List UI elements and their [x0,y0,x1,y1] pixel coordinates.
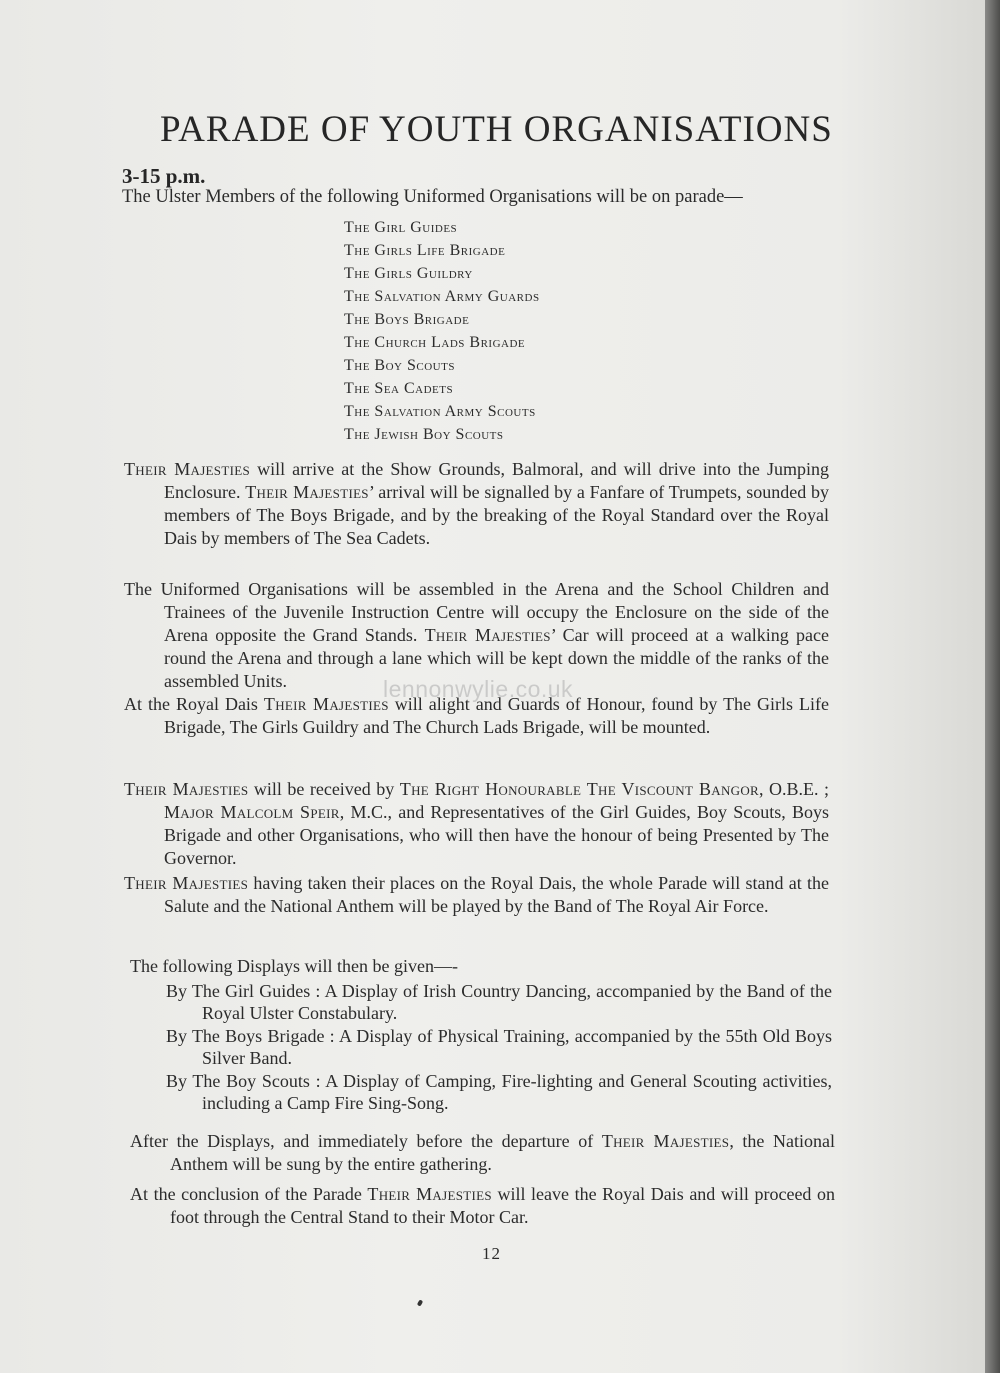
display-item: By The Boys Brigade : A Display of Physical Training, accompanied by the 55th Old Boys Silver Band. [166,1026,832,1068]
paragraph-anthem: After the Displays, and immediately before the departure of Their Majesties, the National Anthem will be sung by the entire gathering. [130,1131,835,1174]
event-time: 3-15 p.m. [122,164,206,188]
display-item: By The Girl Guides : A Display of Irish Country Dancing, accompanied by the Band of the Royal Ulster Constabulary. [166,981,832,1023]
organisation-item: The Church Lads Brigade [344,334,526,351]
organisation-item: The Girl Guides [344,219,458,236]
page-edge-shadow [985,0,1000,1373]
organisation-item: The Salvation Army Guards [344,288,540,305]
page-title: PARADE OF YOUTH ORGANISATIONS [160,109,833,150]
intro-text: The Ulster Members of the following Uniformed Organisations will be on parade— [122,187,743,207]
organisation-item: The Boys Brigade [344,311,470,328]
organisation-list [344,216,540,446]
paragraph-arrival: Their Majesties will arrive at the Show Grounds, Balmoral, and will drive into the Jumping Enclosure. Their Majesties’ arrival will be signalled by a Fanfare of Trumpets, sounded by members of The Boys Brigade, and by the breaking of the Royal Standard over the Royal Dais by members of The Sea Cadets. [124,459,830,548]
paragraph-royal-dais: At the Royal Dais Their Majesties will alight and Guards of Honour, found by The Girls Life Brigade, The Girls Guildry and The Church Lads Brigade, will be mounted. [124,694,829,737]
organisation-item: The Salvation Army Scouts [344,403,536,420]
display-item: By The Boy Scouts : A Display of Camping, Fire-lighting and General Scouting activities, including a Camp Fire Sing-Song. [166,1071,832,1113]
organisation-item: The Sea Cadets [344,380,454,397]
organisation-item: The Jewish Boy Scouts [344,426,504,443]
paragraph-departure: At the conclusion of the Parade Their Majesties will leave the Royal Dais and will proceed on foot through the Central Stand to their Motor Car. [130,1184,836,1227]
organisation-item: The Girls Guildry [344,265,473,282]
page-number: 12 [482,1244,501,1263]
organisation-item: The Girls Life Brigade [344,242,506,259]
paragraph-salute: Their Majesties having taken their places on the Royal Dais, the whole Parade will stand at the Salute and the National Anthem will be played by the Band of The Royal Air Force. [124,873,829,916]
organisation-item: The Boy Scouts [344,357,455,374]
displays-intro: The following Displays will then be given—- [130,956,458,976]
paragraph-reception: Their Majesties will be received by The Right Honourable The Viscount Bangor, O.B.E. ; Major Malcolm Speir, M.C., and Representatives of the Girl Guides, Boy Scouts, Boys Brigade and other Organisations, who will then have the honour of being Presented by The Governor. [124,779,829,868]
watermark: lennonwylie.co.uk [383,676,574,702]
ink-speck [417,1299,423,1306]
paragraph-assembly: The Uniformed Organisations will be assembled in the Arena and the School Children and Trainees of the Juvenile Instruction Centre will occupy the Enclosure on the side of the Arena opposite the Grand Stands. Their Majesties’ Car will proceed at a walking pace round the Arena and through a lane which will be kept down the middle of the ranks of the assembled Units. [124,579,829,691]
